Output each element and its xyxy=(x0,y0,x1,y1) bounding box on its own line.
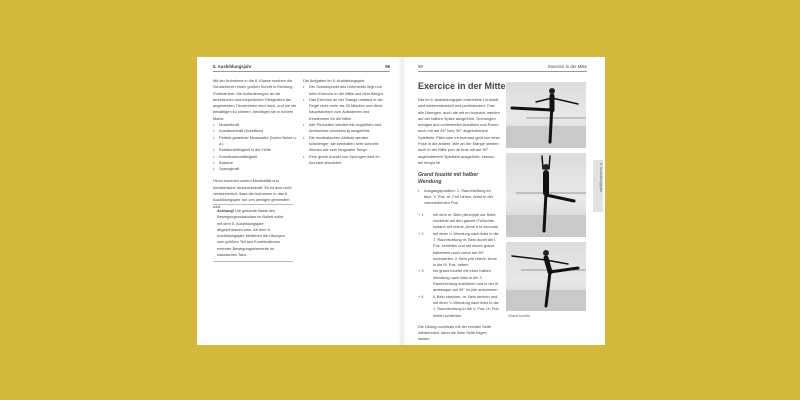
list-item: • Perfekt gedehnte Muskulatur (Ischio Beine u. a.) xyxy=(213,135,297,148)
chapter-thumb-tab: 6. Ausbildungsjahr xyxy=(593,160,603,212)
left-column xyxy=(213,78,297,210)
photo-caption: Grand fouetté xyxy=(508,314,530,318)
note-label: Achtung! xyxy=(217,208,235,213)
intro-text: Der im 5. Ausbildungsjahr erarbeitete Lernstoff wird weiterentwickelt und perfektioniert. Fast alle Übungen, auch die mit en tournant, werden auf der halben Spitze ausgeführt. Drehungen erfolgen aus vorlierenden Ansätzen und Posen auch mit auf 45° bzw. 90° angehobenem Spielbein. Pliés oder en tournant geht von einer Pose in die andere. Wie an der Stange werden auch in der Mitte port de bras mit auf 90° angehobenem Spielbein ausgeführt, ebenso bei tempo lié. xyxy=(418,97,500,165)
list-item: • Sprungkraft xyxy=(213,166,297,172)
list-item: • Koordinationsfähigkeit xyxy=(213,154,297,160)
step-count: + 4 xyxy=(418,293,424,299)
step-row xyxy=(418,294,500,319)
right-column xyxy=(303,78,389,166)
page-number: 99 xyxy=(418,64,423,69)
tasks-list xyxy=(303,84,389,166)
step-text: mit dem re. Bein plievoppé zur Seite, zunächst auf den ganzen Fußsohle, sodann mit relevé, Arme à la seconde xyxy=(433,211,499,230)
outro-text: Die Übung nochmals mit der rechten Seite wiederholen, dann die linke Seite folgen lassen. xyxy=(418,323,492,342)
note-box xyxy=(213,204,293,262)
chapter-title: 6. Ausbildungsjahr xyxy=(213,64,252,69)
right-page xyxy=(402,57,605,345)
step-row xyxy=(418,212,500,231)
list-item: • Alle Pirouetten werden mit doppeltem und dreifachem Umdrehung ausgeführt. xyxy=(303,122,389,135)
intro-text: Mit der Aufnahme in die 6. Klasse machen die Schülerinnen einen großen Schritt in Richtung Profikarriere. Die Anforderungen an die technischen und körperlichen Fähigkeiten der angehenden Tänzerinnen sind hoch, und um sie bewältigen zu können, benötigen sie in hohem Maße: xyxy=(213,78,297,121)
list-item: • Das Exercice an der Stange umfasst in der Regel nicht mehr als 30 Minuten und dient hauptsächlich zum Aufwärmen und Einstimmen für die Mitte. xyxy=(303,97,389,122)
requirements-list xyxy=(213,122,297,172)
exercise-subtitle: Grand fouetté mit halber Wendung xyxy=(418,172,479,185)
step-text: mit einer ¼ Wendung nach links in die 7. Raumrichtung re. Bein durch die I. Pos. schleifen und mit einem grand battement nach vorne auf 90° hochwerfen, li. Bein plié relevé, Arme in die III. Pos. heben xyxy=(433,230,499,268)
page-title: Exercice in der Mitte xyxy=(418,81,506,91)
list-item: • Ausdauerkraft (Kondition) xyxy=(213,128,297,134)
page-number: 96 xyxy=(385,64,390,69)
left-page-header xyxy=(213,64,390,72)
step-row xyxy=(418,231,500,269)
list-item: • Die musikalischen Abläufe werden schwieriger, sie beinhalten sehr schnelle ebenso wie sehr langsame Tempi. xyxy=(303,135,389,154)
dancer-photo xyxy=(506,82,586,148)
list-item: • Eine große Anzahl von Sprüngen wird en tournant absolviert. xyxy=(303,154,389,167)
start-position: • Ausgangsposition: 1. Raumrichtung en face, V. Pos. re. Fuß hinten, Arme in der vorbereitenden Pos. xyxy=(418,188,500,207)
note-text: Die gesamte Basis des Bewegungsvokabulars im Ballett sollte mit dem 5. Ausbildungsjahr abgeschlossen sein. Ab dem 6. Ausbildungsjahr bestehen die Übungen zum größten Teil aus Kombinationen erlernter Bewegungselemente im klassischen Tanz. xyxy=(217,208,285,258)
list-item: • Rotationsfähigkeit in der Hüfte xyxy=(213,147,297,153)
outro-text: Hinzu kommen zudem Musikalität und künstlerische Ausdruckskraft. Es ist also nicht verwunderlich, dass die Aufnahme in das 6. Ausbildungsjahr nur von wenigen gemeistert wird. xyxy=(213,178,292,209)
right-page-header xyxy=(418,64,587,72)
list-item: • Balance xyxy=(213,160,297,166)
list-item: • Der Schwerpunkt des Unterrichts liegt nun beim Exercice in der Mitte und dem Allegro. xyxy=(303,84,389,97)
step-count: + 2 xyxy=(418,230,424,236)
step-text: ein grand fouetté mit einer halben Wendung nach links in die 3. Raumrichtung ausführen und in der III. arabesque auf 90° im plié ankommen xyxy=(433,268,500,293)
tasks-heading: Die Aufgaben im 6. Ausbildungsjahr: xyxy=(303,78,366,83)
step-row xyxy=(418,268,500,293)
step-count: + 1 xyxy=(418,211,424,217)
step-count: + 3 xyxy=(418,268,424,274)
dancer-photo xyxy=(506,242,586,311)
section-title: Exercice in der Mitte xyxy=(548,64,587,69)
text-column xyxy=(418,97,500,343)
list-item: • Muskelkraft xyxy=(213,122,297,128)
step-text: li. Bein strecken, re. Bein senken und mit einer ¼ Wendung nach links in die 1. Raumrichtung in die V. Pos. re. Fuß hinten schließen xyxy=(433,293,499,318)
left-page xyxy=(197,57,402,345)
dancer-photo xyxy=(506,153,586,237)
